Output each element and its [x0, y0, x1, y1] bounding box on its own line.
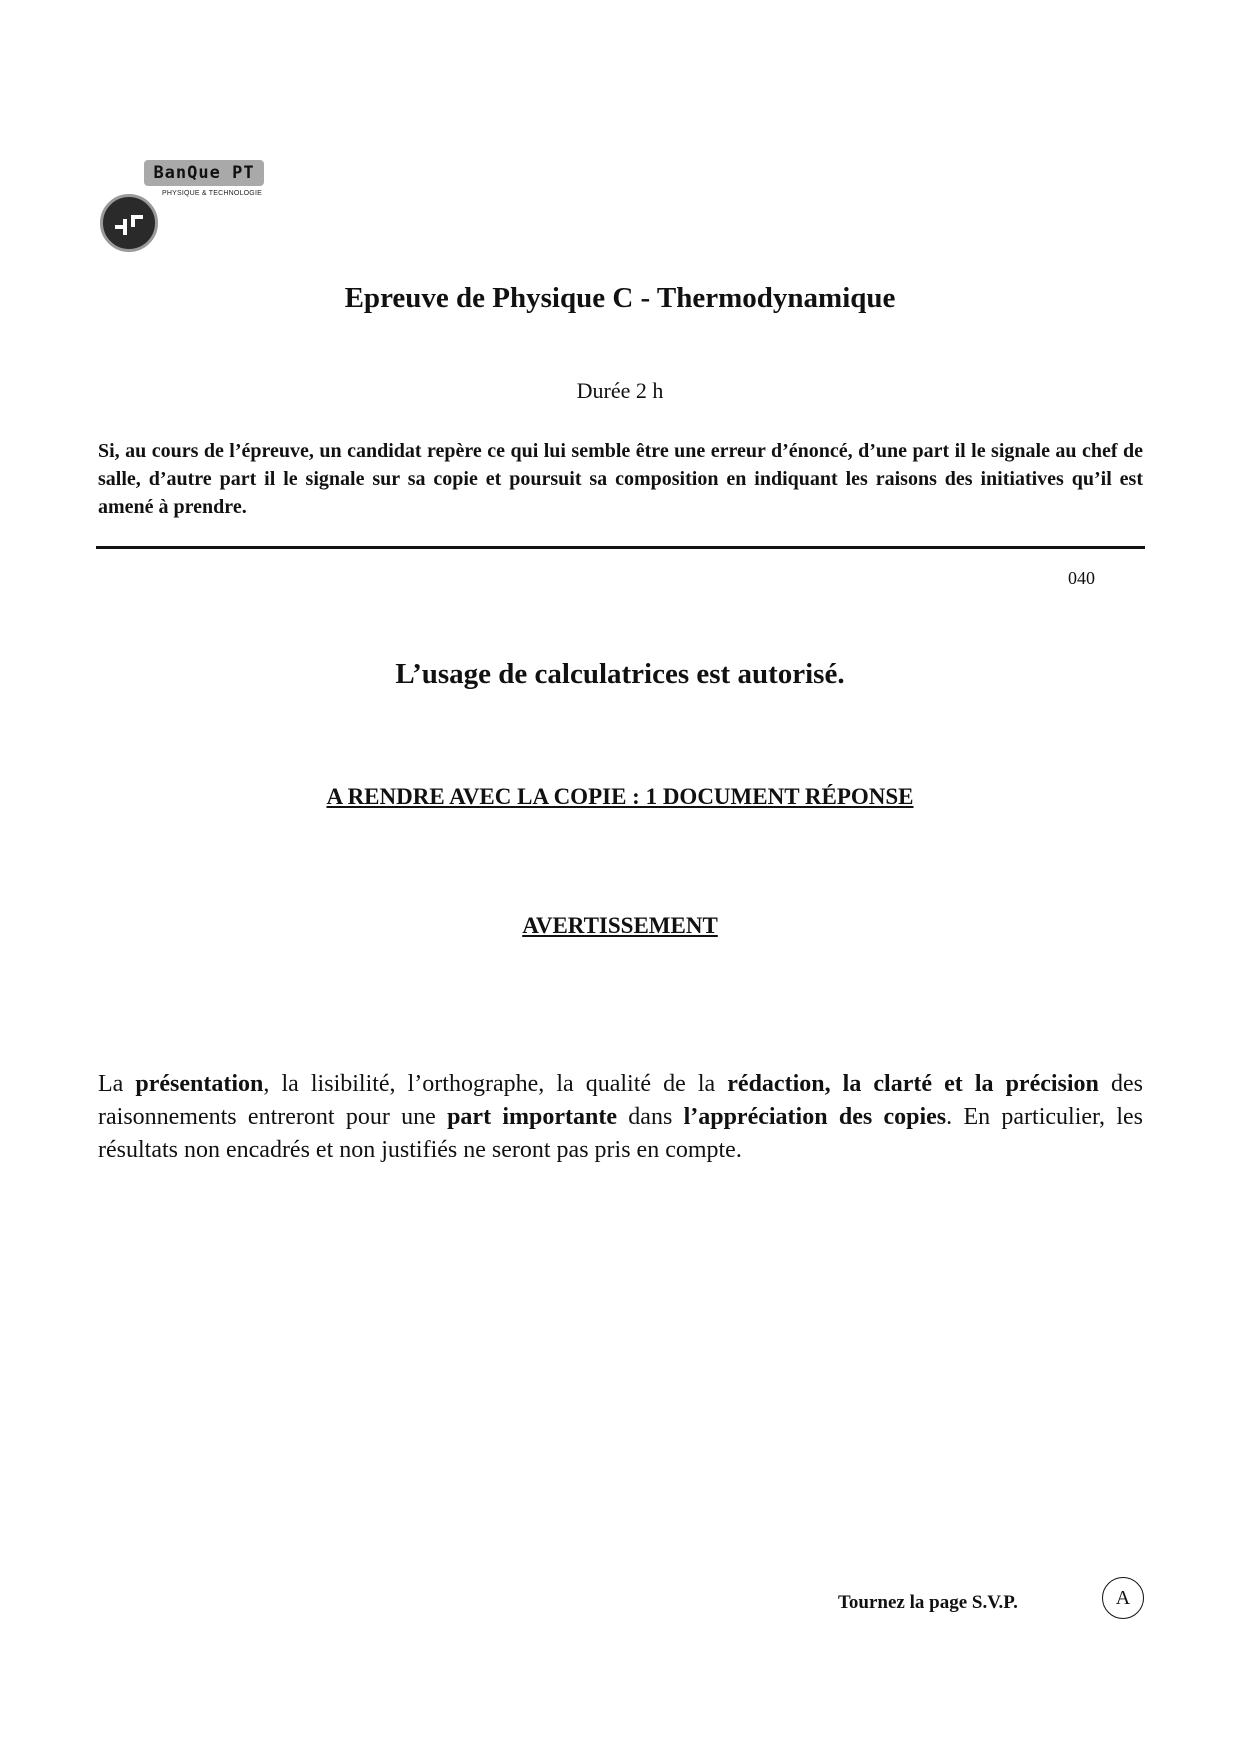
version-letter: A	[1102, 1577, 1144, 1619]
warning-heading: AVERTISSEMENT	[522, 913, 718, 938]
divider	[96, 546, 1145, 549]
turn-page-note: Tournez la page S.V.P.	[838, 1592, 1018, 1613]
exam-title: Epreuve de Physique C - Thermodynamique	[344, 282, 896, 314]
warning-paragraph: La présentation, la lisibilité, l’orthographe, la qualité de la rédaction, la clarté et la précision des raisonnements entreront pour une part importante dans l’appréciation des copies. En particulier, les résultats non encadrés et non justifiés ne seront pas pris en compte.	[98, 1071, 1143, 1163]
logo-circle-icon	[100, 194, 158, 252]
exam-duration: Durée 2 h	[576, 378, 664, 403]
logo-badge: BanQue PT	[144, 160, 264, 186]
error-notice: Si, au cours de l’épreuve, un candidat repère ce qui lui semble être une erreur d’énoncé, d’une part il le signale au chef de salle, d’autre part il le signale sur sa copie et poursuit sa composition en indiquant les raisons des initiatives qu’il est amené à prendre.	[98, 440, 1143, 518]
logo-subtitle: PHYSIQUE & TECHNOLOGIE	[162, 190, 262, 197]
calculator-notice: L’usage de calculatrices est autorisé.	[395, 658, 845, 690]
exam-code: 040	[1068, 568, 1095, 588]
return-document-note: A RENDRE AVEC LA COPIE : 1 DOCUMENT RÉPONSE	[326, 784, 914, 809]
banque-pt-logo	[96, 150, 276, 260]
